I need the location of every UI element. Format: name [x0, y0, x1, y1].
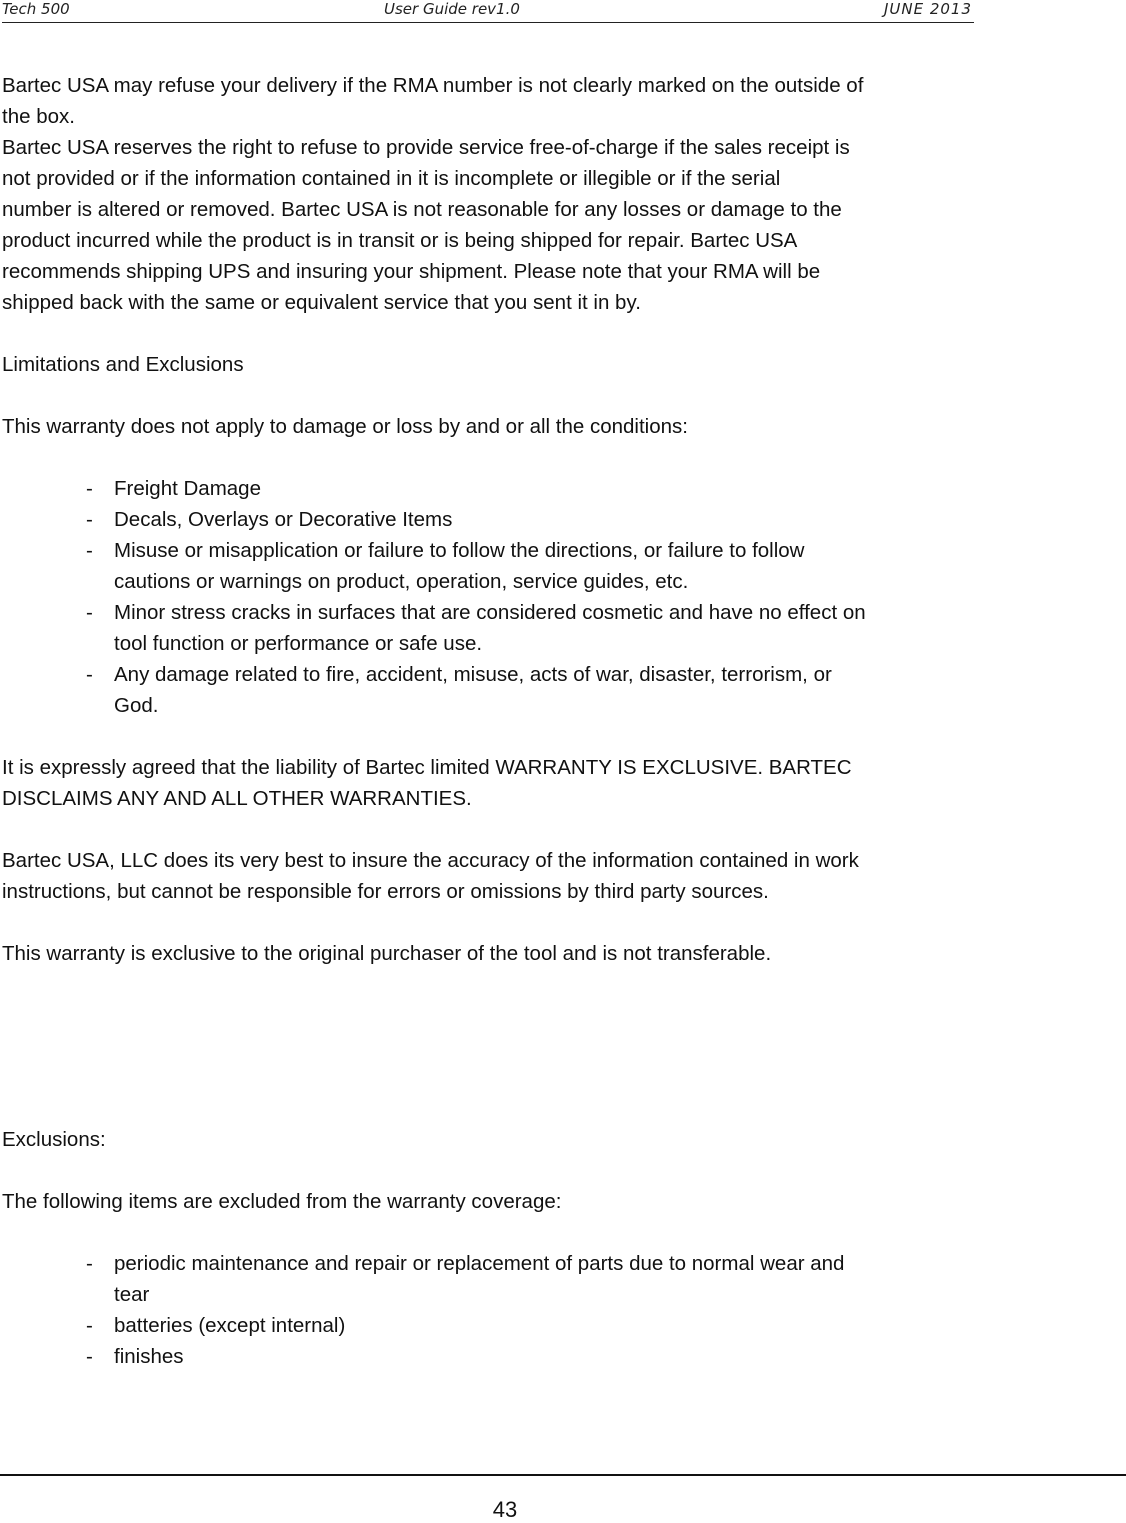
dash-bullet: - [86, 1345, 93, 1368]
page-header [2, 0, 974, 23]
list-item [2, 1310, 972, 1341]
text-line: Bartec USA, LLC does its very best to insure the accuracy of the information contained in work [2, 849, 859, 872]
list-item-text: Misuse or misapplication or failure to follow the directions, or failure to follow [114, 539, 805, 562]
liability-paragraph [2, 752, 972, 814]
list-item-text: Minor stress cracks in surfaces that are considered cosmetic and have no effect on [114, 601, 866, 624]
dash-bullet: - [86, 1252, 93, 1275]
header-guide-version: User Guide rev1.0 [384, 0, 520, 18]
list-item-text: God. [114, 694, 159, 717]
text-line: Bartec USA reserves the right to refuse to provide service free-of-charge if the sales receipt is [2, 136, 850, 159]
text-line: product incurred while the product is in transit or is being shipped for repair. Bartec USA [2, 229, 798, 252]
list-item [2, 504, 972, 535]
dash-bullet: - [86, 601, 93, 624]
dash-bullet: - [86, 508, 93, 531]
text-line: shipped back with the same or equivalent service that you sent it in by. [2, 291, 641, 314]
text-line: Bartec USA may refuse your delivery if the RMA number is not clearly marked on the outside of [2, 74, 864, 97]
dash-bullet: - [86, 477, 93, 500]
list-item [2, 597, 972, 659]
text-line: the box. [2, 105, 75, 128]
list-item-text: tool function or performance or safe use. [114, 632, 483, 655]
dash-bullet: - [86, 663, 93, 686]
list-item [2, 1341, 972, 1372]
list-item-text: Decals, Overlays or Decorative Items [114, 508, 453, 531]
conditions-intro: This warranty does not apply to damage or loss by and or all the conditions: [2, 415, 688, 438]
exclusive-paragraph: This warranty is exclusive to the original purchaser of the tool and is not transferable. [2, 942, 772, 965]
page-body [2, 70, 972, 1403]
page-number: 43 [492, 1497, 518, 1522]
text-line: number is altered or removed. Bartec USA is not reasonable for any losses or damage to the [2, 198, 842, 221]
exclusions-list [2, 1248, 972, 1372]
list-item-text: batteries (except internal) [114, 1314, 346, 1337]
limitations-heading: Limitations and Exclusions [2, 353, 244, 376]
exclusions-intro: The following items are excluded from the warranty coverage: [2, 1190, 562, 1213]
list-item-text: finishes [114, 1345, 184, 1368]
list-item [2, 535, 972, 597]
text-line: It is expressly agreed that the liability of Bartec limited WARRANTY IS EXCLUSIVE. BARTEC [2, 756, 852, 779]
exclusions-heading: Exclusions: [2, 1128, 106, 1151]
footer-divider [0, 1474, 1126, 1476]
list-item-text: tear [114, 1283, 150, 1306]
text-line: DISCLAIMS ANY AND ALL OTHER WARRANTIES. [2, 787, 472, 810]
text-line: not provided or if the information contained in it is incomplete or illegible or if the serial [2, 167, 781, 190]
list-item-text: Freight Damage [114, 477, 261, 500]
list-item [2, 473, 972, 504]
dash-bullet: - [86, 1314, 93, 1337]
list-item [2, 659, 972, 721]
dash-bullet: - [86, 539, 93, 562]
list-item [2, 1248, 972, 1310]
text-line: instructions, but cannot be responsible for errors or omissions by third party sources. [2, 880, 769, 903]
accuracy-paragraph [2, 845, 972, 907]
blank-space [2, 1000, 972, 1124]
conditions-list [2, 473, 972, 721]
list-item-text: cautions or warnings on product, operation, service guides, etc. [114, 570, 689, 593]
text-line: recommends shipping UPS and insuring your shipment. Please note that your RMA will be [2, 260, 821, 283]
list-item-text: Any damage related to fire, accident, misuse, acts of war, disaster, terrorism, or [114, 663, 832, 686]
list-item-text: periodic maintenance and repair or replacement of parts due to normal wear and [114, 1252, 845, 1275]
rma-and-service-paragraph [2, 70, 972, 318]
header-product: Tech 500 [2, 0, 70, 18]
header-date: JUNE 2013 [883, 0, 972, 18]
